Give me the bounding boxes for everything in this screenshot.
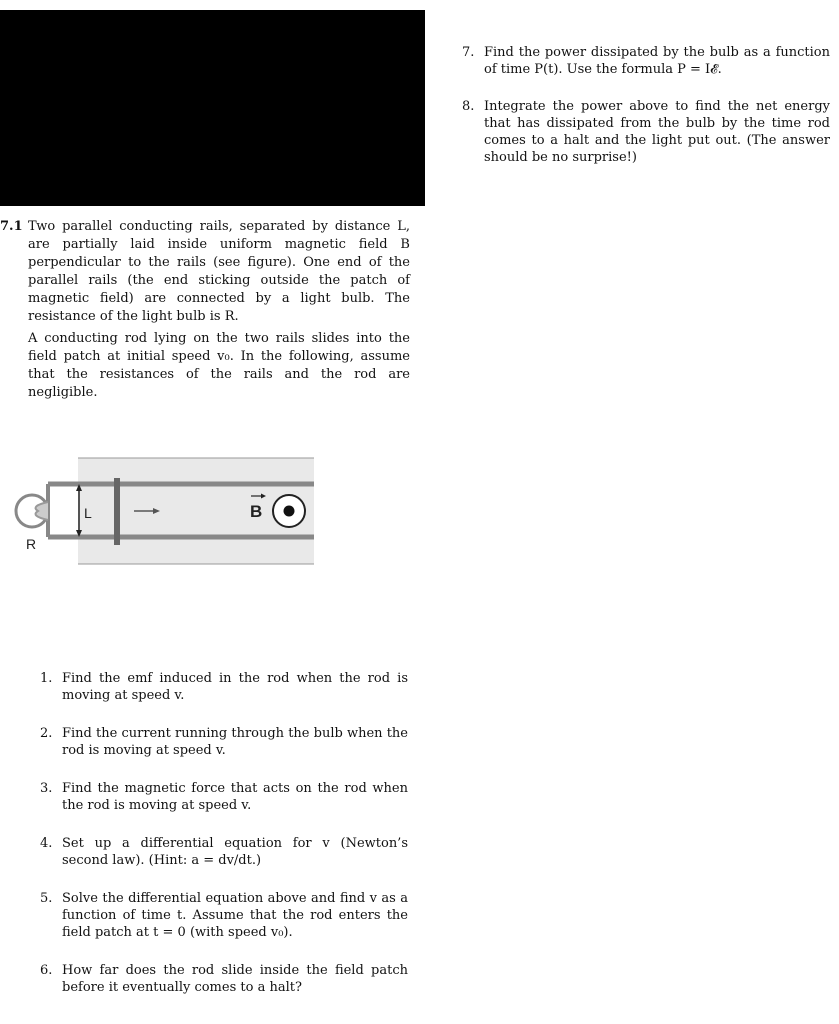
problem-statement — [0, 218, 410, 406]
question-text: Find the emf induced in the rod when the rod is moving at speed v. — [62, 671, 408, 703]
question-list-left — [40, 670, 408, 1017]
question-number: 2. — [40, 726, 53, 741]
conducting-rod — [114, 478, 120, 545]
problem-number: 7.1 — [0, 219, 23, 234]
problem-text-1: Two parallel conducting rails, separated by distance L, are partially laid inside uniform magnetic field B perpendicular to the rails (see figure). One end of the parallel rails (the end sticking outside the patch of magnetic field) are connected by a light bulb. The resistance of the light bulb is R. — [28, 219, 410, 324]
question-number: 3. — [40, 781, 53, 796]
question-item — [40, 890, 408, 941]
question-item — [40, 962, 408, 996]
question-text: Solve the differential equation above and find v as a function of time t. Assume that the rod enters the field patch at t = 0 (with speed v₀). — [62, 891, 408, 940]
question-item — [462, 98, 830, 166]
redacted-region — [0, 10, 425, 206]
question-item — [40, 670, 408, 704]
question-item — [40, 780, 408, 814]
question-text: How far does the rod slide inside the field patch before it eventually comes to a halt? — [62, 963, 408, 995]
label-B: B — [250, 502, 263, 521]
rail-figure — [10, 450, 320, 570]
question-number: 4. — [40, 836, 53, 851]
bulb-filament — [36, 502, 48, 520]
field-dot — [284, 506, 295, 517]
question-text: Find the power dissipated by the bulb as a function of time P(t). Use the formula P = I𝓔. — [484, 45, 830, 77]
problem-paragraph-2: A conducting rod lying on the two rails slides into the field patch at initial speed v₀. In the following, assume that the resistances of the rails and the rod are negligible. — [28, 331, 410, 400]
question-number: 1. — [40, 671, 53, 686]
label-R: R — [26, 536, 37, 552]
question-number: 5. — [40, 891, 53, 906]
question-text: Find the current running through the bulb when the rod is moving at speed v. — [62, 726, 408, 758]
question-item — [40, 835, 408, 869]
question-item — [462, 44, 830, 78]
question-list-right — [462, 44, 830, 186]
question-item — [40, 725, 408, 759]
question-text: Integrate the power above to find the net energy that has dissipated from the bulb by the time rod comes to a halt and the light put out. (The answer should be no surprise!) — [484, 99, 830, 165]
label-L: L — [84, 505, 92, 521]
question-number: 8. — [462, 99, 475, 114]
question-number: 6. — [40, 963, 53, 978]
question-text: Set up a differential equation for v (Newton’s second law). (Hint: a = dv/dt.) — [62, 836, 408, 868]
question-text: Find the magnetic force that acts on the rod when the rod is moving at speed v. — [62, 781, 408, 813]
question-number: 7. — [462, 45, 475, 60]
problem-paragraph-1 — [0, 218, 410, 326]
